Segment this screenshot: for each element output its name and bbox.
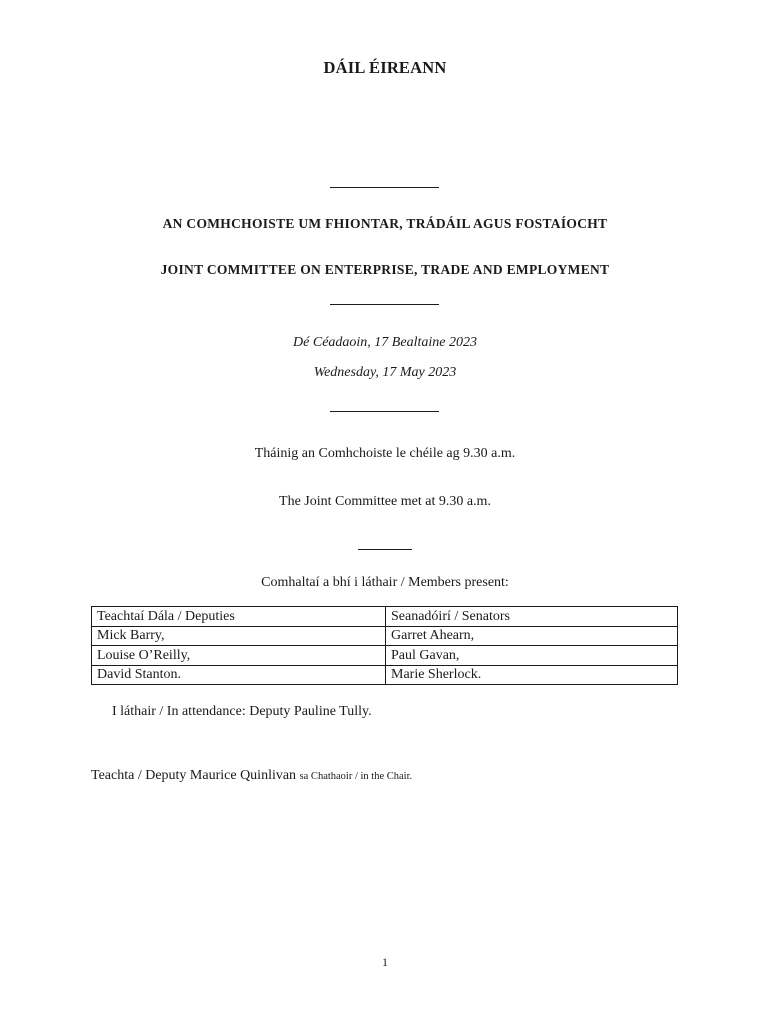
divider-rule — [330, 304, 439, 305]
attendance-line: I láthair / In attendance: Deputy Pauline Tully. — [112, 704, 372, 719]
header-deputies: Teachtaí Dála / Deputies — [92, 607, 386, 627]
members-present-heading: Comhaltaí a bhí i láthair / Members present: — [261, 575, 509, 590]
senator-name: Paul Gavan, — [386, 646, 678, 666]
date-english: Wednesday, 17 May 2023 — [313, 365, 457, 380]
senator-name: Marie Sherlock. — [386, 665, 678, 685]
committee-name-english: JOINT COMMITTEE ON ENTERPRISE, TRADE AND EMPLOYMENT — [160, 262, 610, 277]
meeting-time-irish: Tháinig an Comhchoiste le chéile ag 9.30 a.m. — [254, 446, 516, 461]
divider-rule — [330, 187, 439, 188]
chair-line — [91, 768, 412, 784]
deputy-name: Mick Barry, — [92, 626, 386, 646]
chair-name: Teachta / Deputy Maurice Quinlivan — [91, 768, 297, 783]
meeting-time-english: The Joint Committee met at 9.30 a.m. — [279, 494, 491, 509]
members-table — [91, 606, 678, 685]
document-title: DÁIL ÉIREANN — [323, 58, 447, 77]
deputy-name: Louise O’Reilly, — [92, 646, 386, 666]
chair-suffix: sa Chathaoir / in the Chair. — [299, 771, 413, 782]
divider-rule-short — [358, 549, 412, 550]
committee-name-irish: AN COMHCHOISTE UM FHIONTAR, TRÁDÁIL AGUS FOSTAÍOCHT — [162, 216, 608, 231]
header-senators: Seanadóirí / Senators — [386, 607, 678, 627]
table-row — [92, 646, 678, 666]
senator-name: Garret Ahearn, — [386, 626, 678, 646]
deputy-name: David Stanton. — [92, 665, 386, 685]
table-row — [92, 665, 678, 685]
table-header-row — [92, 607, 678, 627]
page-number: 1 — [382, 955, 388, 969]
divider-rule — [330, 411, 439, 412]
table-row — [92, 626, 678, 646]
date-irish: Dé Céadaoin, 17 Bealtaine 2023 — [293, 335, 477, 350]
